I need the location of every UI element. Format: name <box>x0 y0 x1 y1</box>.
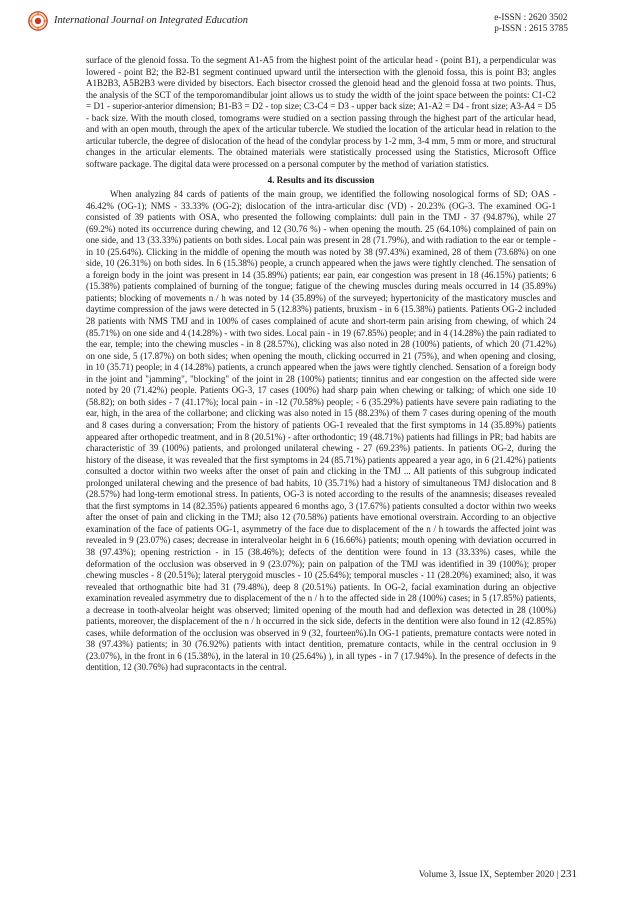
article-body <box>86 55 556 674</box>
results-paragraph: When analyzing 84 cards of patients of the main group, we identified the following nosological forms of SD; OAS - 46.42% (OG-1); NMS - 33.33% (OG-2); dislocation of the intra-articular disc (VD) - 20.23% (OG-3. The examined OG-1 consisted of 39 patients with OSA, who presented the following complaints: dull pain in the TMJ - 37 (94.87%), while 27 (69.2%) noted its occurrence during chewing, and 12 (30.76 %) - when opening the mouth. 25 (64.10%) complained of pain on one side, and 13 (33.33%) patients on both sides. Local pain was present in 28 (71.79%), and with radiation to the ear or temple - in 10 (25.64%). Clicking in the middle of opening the mouth was noted by 38 (97.43%) examined, 28 of them (73.68%) on one side, 10 (26.31%) on both sides. In 6 (15.38%) people, a crunch appeared when the jaws were tightly clenched. The sensation of a foreign body in the joint was present in 14 (35.89%) patients; ear pain, ear congestion was present in 18 (46.15%) patients; 6 (15.38%) patients complained of burning of the tongue; fatigue of the chewing muscles during meals occurred in 14 (35.89%) patients; blocking of movements n / h was noted by 14 (35.89%) of the surveyed; hypertonicity of the masticatory muscles and daytime compression of the jaws were detected in 5 (12.83%) patients, bruxism - in 6 (15.38%) patients. Patients OG-2 included 28 patients with NMS TMJ and in 100% of cases complained of acute and short-term pain arising from chewing, of which 24 (85.71%) on one side and 4 (14.28%) - with two sides. Local pain - in 19 (67.85%) people; and in 4 (14.28%) the pain radiated to the ear, temple; into the chewing muscles - in 8 (28.57%), clicking was also noted in 28 (100%) patients, of which 20 (71.42%) on one side, 5 (17.87%) on both sides; when opening the mouth, clicking occurred in 21 (75%), and when opening and closing, in 10 (35.71) people; in 4 (14.28%) patients, a crunch appeared when the jaws were tightly clenched. Sensation of a foreign body in the joint and "jamming", "blocking" of the joint in 28 (100%) patients; tinnitus and ear congestion on the affected side were noted by 20 (71.42%) people. Patients OG-3, 17 cases (100%) had sharp pain when chewing or talking; of which one side 10 (58.82); on both sides - 7 (41.17%); local pain - in -12 (70.58%) people; - 6 (35.29%) patients have severe pain radiating to the ear, high, in the area of the collarbone; and clicking was also noted in 15 (88.23%) of them 7 cases during opening of the mouth and 8 cases during a conversation; From the history of patients OG-1 revealed that the first symptoms in 14 (35.89%) patients appeared after orthopedic treatment, and in 8 (20.51%) - after orthodontic; 19 (48.71%) patients had fillings in PR; bad habits are characteristic of 39 (100%) patients, and prolonged unilateral chewing - 27 (69.23%) patients. In patients OG-2, during the history of the disease, it was revealed that the first symptoms in 24 (85.71%) patients appeared a year ago, in 6 (21.42%) patients consulted a doctor within two weeks after the onset of pain and clicking in the TMJ ... All patients of this subgroup indicated prolonged unilateral chewing and the presence of bad habits, 10 (35.71%) had a history of simultaneous TMJ dislocation and 8 (28.57%) had long-term emotional stress. In patients, OG-3 is noted according to the results of the anamnesis; diseases revealed that the first symptoms in 14 (82.35%) patients appeared 6 months ago, 3 (17.67%) patients consulted a doctor within two weeks after the onset of pain and clicking in the TMJ; also 12 (70.58%) patients have emotional overstrain. According to an objective examination of the face of patients OG-1, asymmetry of the face due to displacement of the n / h towards the affected joint was revealed in 9 (23.07%) cases; decrease in interalveolar height in 6 (16.66%) patients; mouth opening with deviation occurred in 38 (97.43%); opening restriction - in 15 (38.46%); defects of the dentition were found in 13 (33.33%) cases, while the deformation of the occlusion was observed in 9 (23.07%); pain on palpation of the TMJ was identified in 39 (100%); proper chewing muscles - 8 (20.51%); lateral pterygoid muscles - 10 (25.64%); temporal muscles - 11 (28.20%) examined; also, it was revealed that orthognathic bite had 31 (79.48%), deep 8 (20.51%) patients. In OG-2, facial examination during an objective examination revealed asymmetry due to displacement of the n / h to the affected side in 28 (100%) cases; in 5 (17.85%) patients, a decrease in tooth-alveolar height was observed; limited opening of the mouth had and deflexion was detected in 28 (100%) patients, moreover, the displacement of the n / h occurred in the sick side, defects in the dentition were also found in 12 (42.85%) cases, while deformation of the occlusion was observed in 9 (32, fourteen%).In OG-1 patients, premature contacts were noted in 38 (97.43%) patients; in 30 (76.92%) patients with intact dentition, premature contacts, while in the central occlusion in 9 (23.07%), in the front in 6 (15.38%), in the lateral in 10 (25.64%) ), in all types - in 7 (17.94%). In the presence of defects in the dentition, 12 (30.76%) had supracontacts in the central. <box>86 189 556 673</box>
journal-seal-logo <box>28 11 48 31</box>
page-footer <box>419 868 577 880</box>
issue-info: Volume 3, Issue IX, September 2020 | <box>418 869 561 879</box>
pissn-text: p-ISSN : 2615 3785 <box>494 23 568 33</box>
issn-block <box>494 12 568 34</box>
page-number: 231 <box>560 868 577 880</box>
section-heading: 4. Results and its discussion <box>267 175 375 186</box>
eissn-text: e-ISSN : 2620 3502 <box>494 12 568 22</box>
methods-paragraph: surface of the glenoid fossa. To the segment A1-A5 from the highest point of the articular head - (point B1), a perpendicular was lowered - point B2; the B2-B1 segment continued upward until the intersection with the glenoid fossa, this is point B3; angles A1B2B3, A5B2B3 were divided by bisectors. Each bisector crossed the glenoid head and the glenoid fossa at two points. Thus, the analysis of the SCT of the temporomandibular joint allows us to study the width of the joint space between the points: C1-C2 = D1 - superior-anterior dimension; B1-B3 = D2 - top size; C3-C4 = D3 - upper back size; A1-A2 = D4 - front size; A3-A4 = D5 - back size. With the mouth closed, tomograms were studied on a section passing through the highest part of the articular head, and with an open mouth, through the apex of the articular tubercle. We studied the location of the articular head in relation to the articular tubercle, the degree of dislocation of the head of the condylar process by 1-2 mm, 3-4 mm, 5 mm or more, and structural changes in the articular elements. The obtained materials were statistically processed using the Statistics, Microsoft Office software package. The digital data were processed on a personal computer by the method of variation statistics. <box>86 55 556 169</box>
journal-title: International Journal on Integrated Education <box>54 15 248 26</box>
